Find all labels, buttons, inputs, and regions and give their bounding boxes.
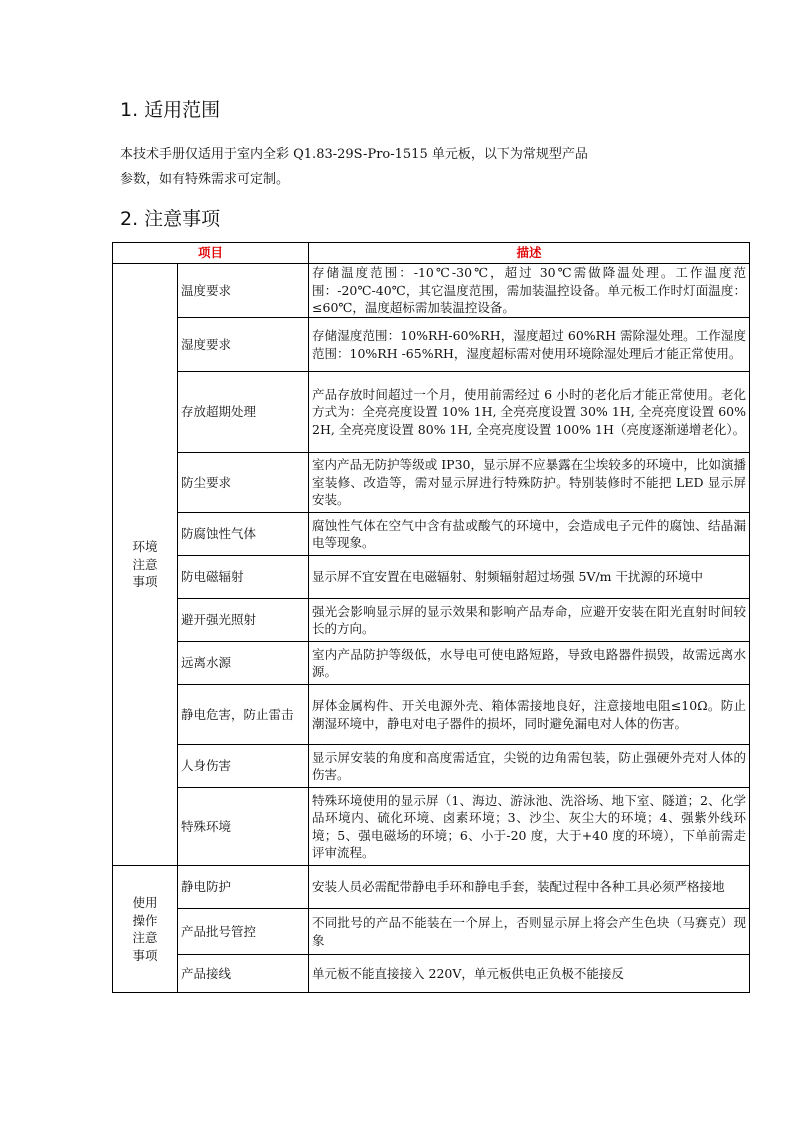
section-heading-notes: 2. 注意事项 <box>120 208 221 230</box>
category-usage <box>113 866 178 993</box>
row-item: 温度要求 <box>178 264 309 318</box>
row-description: 屏体金属构件、开关电源外壳、箱体需接地良好，注意接地电阻≤10Ω。防止潮湿环境中，静电对电子器件的损坏，同时避免漏电对人体的伤害。 <box>309 685 750 745</box>
table-row <box>113 453 750 513</box>
section-heading-scope: 1. 适用范围 <box>120 99 221 121</box>
category-label-line: 事项 <box>132 947 158 963</box>
table-header-row <box>113 243 750 264</box>
table-row <box>113 372 750 453</box>
scope-line: 参数，如有特殊需求可定制。 <box>120 172 290 187</box>
row-description: 特殊环境使用的显示屏（1、海边、游泳池、洗浴场、地下室、隧道；2、化学品环境内、硫化环境、卤素环境；3、沙尘、灰尘大的环境；4、强紫外线环境；5、强电磁场的环境；6、小于-20 度，大于+40 度的环境），下单前需走评审流程。 <box>309 788 750 866</box>
category-environment <box>113 264 178 866</box>
category-label-line: 使用 <box>132 895 158 910</box>
category-label-line: 注意 <box>132 556 158 572</box>
header-item: 项目 <box>113 243 309 264</box>
row-description: 显示屏安装的角度和高度需适宜，尖锐的边角需包装，防止强硬外壳对人体的伤害。 <box>309 745 750 788</box>
category-label-line: 注意 <box>132 930 158 945</box>
row-item: 防腐蚀性气体 <box>178 513 309 556</box>
row-item: 湿度要求 <box>178 318 309 372</box>
table-row <box>113 955 750 993</box>
row-item: 静电危害，防止雷击 <box>178 685 309 745</box>
row-item: 人身伤害 <box>178 745 309 788</box>
table-row <box>113 866 750 909</box>
row-description: 不同批号的产品不能装在一个屏上，否则显示屏上将会产生色块（马赛克）现象 <box>309 909 750 955</box>
row-description: 单元板不能直接接入 220V，单元板供电正负极不能接反 <box>309 955 750 993</box>
row-item: 防尘要求 <box>178 453 309 513</box>
scope-line: 本技术手册仅适用于室内全彩 Q1.83-29S-Pro-1515 单元板，以下为常规型产品 <box>120 147 588 162</box>
row-description: 室内产品无防护等级或 IP30，显示屏不应暴露在尘埃较多的环境中，比如演播室装修、改造等，需对显示屏进行特殊防护。特别装修时不能把 LED 显示屏安装。 <box>309 453 750 513</box>
row-description: 产品存放时间超过一个月，使用前需经过 6 小时的老化后才能正常使用。老化方式为：全亮亮度设置 10% 1H, 全亮亮度设置 30% 1H, 全亮亮度设置 60% 2H, 全亮亮度设置 80% 1H, 全亮亮度设置 100% 1H（亮度逐渐递增老化）。 <box>309 372 750 453</box>
row-description: 安装人员必需配带静电手环和静电手套，装配过程中各种工具必须严格接地 <box>309 866 750 909</box>
table-row <box>113 556 750 599</box>
row-item: 特殊环境 <box>178 788 309 866</box>
category-label-line: 事项 <box>132 574 158 590</box>
row-description: 显示屏不宜安置在电磁辐射、射频辐射超过场强 5V/m 干扰源的环境中 <box>309 556 750 599</box>
row-item: 静电防护 <box>178 866 309 909</box>
row-item: 防电磁辐射 <box>178 556 309 599</box>
row-item: 产品接线 <box>178 955 309 993</box>
table-row <box>113 642 750 685</box>
row-item: 存放超期处理 <box>178 372 309 453</box>
row-description: 强光会影响显示屏的显示效果和影响产品寿命，应避开安装在阳光直射时间较长的方向。 <box>309 599 750 642</box>
table-row <box>113 685 750 745</box>
table-row <box>113 318 750 372</box>
row-item: 远离水源 <box>178 642 309 685</box>
row-description: 室内产品防护等级低，水导电可使电路短路，导致电路器件损毁，故需远离水源。 <box>309 642 750 685</box>
row-item: 产品批号管控 <box>178 909 309 955</box>
table-row <box>113 513 750 556</box>
table-row <box>113 788 750 866</box>
scope-paragraph <box>120 142 720 192</box>
row-description: 腐蚀性气体在空气中含有盐或酸气的环境中，会造成电子元件的腐蚀、结晶漏电等现象。 <box>309 513 750 556</box>
table-row <box>113 599 750 642</box>
row-description: 存储湿度范围：10%RH-60%RH，湿度超过 60%RH 需除湿处理。工作湿度范围：10%RH -65%RH，湿度超标需对使用环境除湿处理后才能正常使用。 <box>309 318 750 372</box>
header-description: 描述 <box>309 243 750 264</box>
category-label-line: 操作 <box>132 912 158 928</box>
category-label-line: 环境 <box>132 539 158 555</box>
table-row <box>113 745 750 788</box>
table-row <box>113 909 750 955</box>
row-item: 避开强光照射 <box>178 599 309 642</box>
table-row <box>113 264 750 318</box>
notes-table <box>112 242 750 993</box>
row-description: 存储温度范围：-10℃-30℃，超过 30℃需做降温处理。工作温度范围：-20℃-40℃，其它温度范围，需加装温控设备。单元板工作时灯面温度：≤60℃，温度超标需加装温控设备。 <box>309 264 750 318</box>
